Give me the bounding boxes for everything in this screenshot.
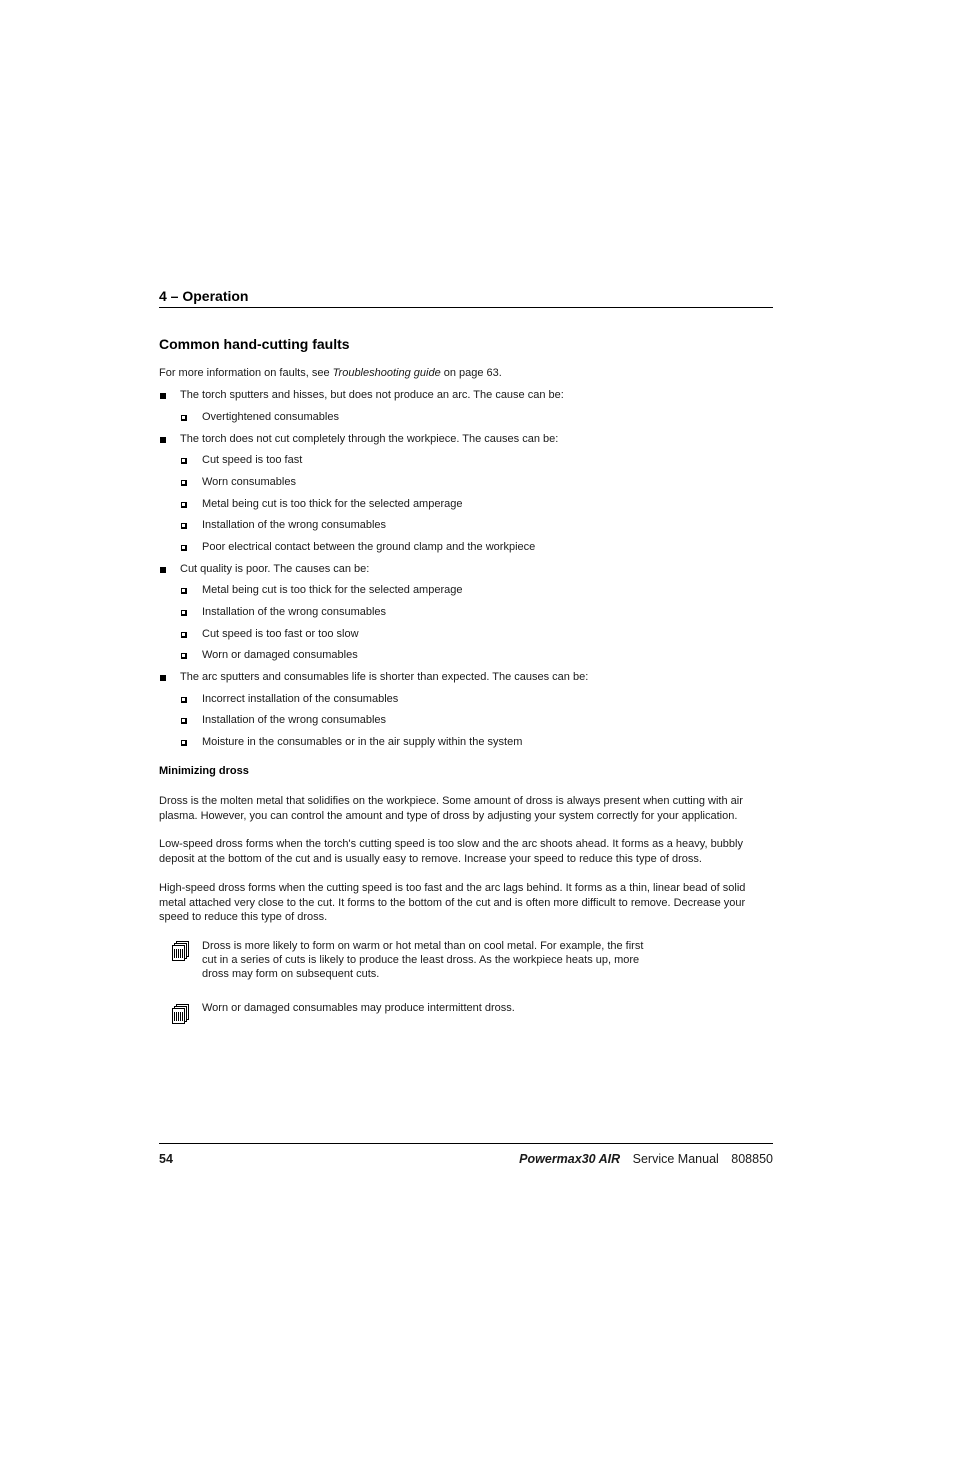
cause-item: Installation of the wrong consumables [202, 714, 387, 726]
doc-type: Service Manual [632, 1152, 719, 1166]
checkbox-icon [181, 502, 187, 508]
troubleshooting-link[interactable]: Troubleshooting guide [332, 367, 441, 379]
fault-item: The torch does not cut completely through the workpiece. The causes can be: [180, 433, 559, 445]
checkbox-icon [181, 588, 187, 594]
bullet-icon [160, 675, 166, 681]
cause-item: Cut speed is too fast [202, 454, 303, 466]
checkbox-icon [181, 632, 187, 638]
checkbox-icon [181, 523, 187, 529]
fault-item: The arc sputters and consumables life is shorter than expected. The causes can be: [180, 671, 589, 683]
cause-item: Cut speed is too fast or too slow [202, 628, 359, 640]
section-title: Common hand-cutting faults [159, 336, 350, 352]
bullet-icon [160, 393, 166, 399]
cause-item: Poor electrical contact between the ground clamp and the workpiece [202, 541, 536, 553]
cause-item: Overtightened consumables [202, 411, 339, 423]
bullet-icon [160, 567, 166, 573]
checkbox-icon [181, 545, 187, 551]
intro-after: on page 63. [440, 367, 502, 379]
doc-number: 808850 [731, 1152, 773, 1166]
cause-item: Metal being cut is too thick for the selected amperage [202, 584, 463, 596]
checkbox-icon [181, 610, 187, 616]
low-speed-dross-paragraph: Low-speed dross forms when the torch's cutting speed is too slow and the arc shoots ahead. It forms as a heavy, bubbly deposit at the bottom of the cut and is usually easy to remove. Increase your speed to reduce this type of dross. [159, 838, 743, 865]
product-name: Powermax30 AIR [519, 1152, 621, 1166]
cause-item: Installation of the wrong consumables [202, 606, 387, 618]
cause-item: Metal being cut is too thick for the selected amperage [202, 498, 463, 510]
intro-paragraph [159, 367, 502, 379]
page-number: 54 [159, 1152, 173, 1166]
cause-item: Worn or damaged consumables [202, 649, 358, 661]
dross-paragraph: Dross is the molten metal that solidifies on the workpiece. Some amount of dross is always present when cutting with air plasma. However, you can control the amount and type of dross by adjusting your system correctly for your application. [159, 795, 743, 822]
header-rule [159, 307, 773, 308]
bullet-icon [160, 437, 166, 443]
note-text: Dross is more likely to form on warm or hot metal than on cool metal. For example, the first cut in a series of cuts is likely to produce the least dross. As the workpiece heats up, more dross may form on subsequent cuts. [202, 940, 644, 980]
footer-rule [159, 1143, 773, 1144]
note-icon [172, 1004, 189, 1024]
checkbox-icon [181, 740, 187, 746]
cause-item: Incorrect installation of the consumables [202, 693, 399, 705]
cause-item: Installation of the wrong consumables [202, 519, 387, 531]
fault-item: The torch sputters and hisses, but does not produce an arc. The cause can be: [180, 389, 564, 401]
checkbox-icon [181, 415, 187, 421]
checkbox-icon [181, 480, 187, 486]
cause-item: Worn consumables [202, 476, 296, 488]
note-text: Worn or damaged consumables may produce intermittent dross. [202, 1002, 515, 1014]
checkbox-icon [181, 718, 187, 724]
note-icon [172, 941, 189, 961]
subsection-title: Minimizing dross [159, 765, 249, 777]
checkbox-icon [181, 458, 187, 464]
chapter-heading: 4 – Operation [159, 288, 249, 304]
fault-item: Cut quality is poor. The causes can be: [180, 563, 370, 575]
checkbox-icon [181, 653, 187, 659]
intro-before: For more information on faults, see [159, 367, 333, 379]
cause-item: Moisture in the consumables or in the air supply within the system [202, 736, 523, 748]
footer-doc-info [519, 1152, 773, 1166]
checkbox-icon [181, 697, 187, 703]
high-speed-dross-paragraph: High-speed dross forms when the cutting speed is too fast and the arc lags behind. It forms as a thin, linear bead of solid metal attached very close to the cut. It forms to the bottom of the cut and is often more difficult to remove. Decrease your speed to reduce this type of dross. [159, 882, 746, 923]
